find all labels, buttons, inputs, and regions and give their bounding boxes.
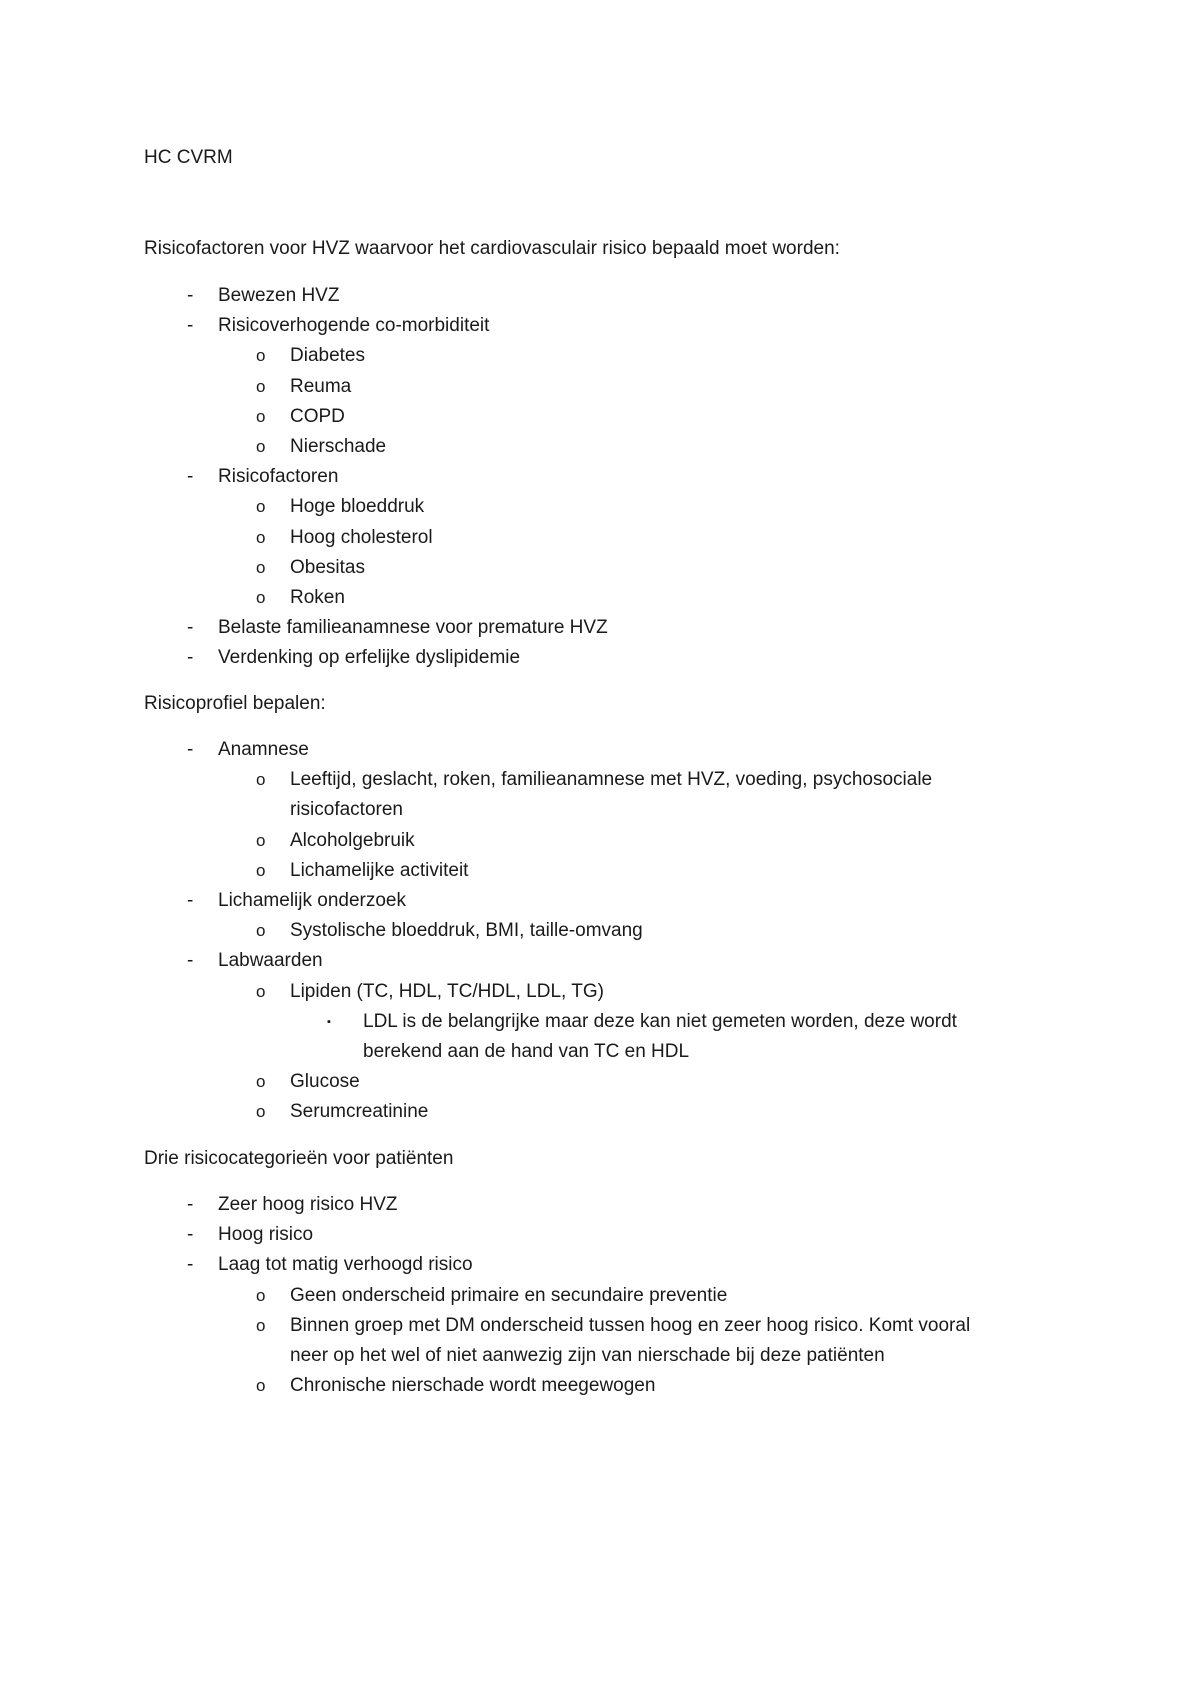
sub-list-item: o Nierschade — [0, 432, 1200, 462]
circle-marker: o — [256, 406, 266, 426]
sub-list-item: o Alcoholgebruik — [0, 826, 1200, 856]
dash-marker: - — [187, 315, 194, 337]
dash-marker: - — [187, 1254, 194, 1276]
list-item: - Verdenking op erfelijke dyslipidemie — [0, 643, 1200, 673]
circle-marker: o — [256, 437, 266, 457]
dash-marker: - — [187, 466, 194, 488]
sub-list-item: o Roken — [0, 583, 1200, 613]
sub-list-item: o Chronische nierschade wordt meegewogen — [0, 1371, 1200, 1401]
dash-marker: - — [187, 1194, 194, 1215]
sub-list-item: o Systolische bloeddruk, BMI, taille-omvang — [0, 916, 1200, 946]
circle-marker: o — [256, 1315, 266, 1335]
dash-marker: - — [187, 617, 194, 639]
risk-categories-list — [0, 1190, 1200, 1401]
risk-factors-list — [0, 281, 1200, 674]
circle-marker: o — [256, 346, 266, 366]
document-title: HC CVRM — [144, 147, 233, 168]
sub-list-item: o Geen onderscheid primaire en secundaire preventie — [0, 1281, 1200, 1311]
sub-list-item: o Hoog cholesterol — [0, 523, 1200, 553]
sub-list-item: o Lichamelijke activiteit — [0, 856, 1200, 886]
section-heading-risk-factors: Risicofactoren voor HVZ waarvoor het cardiovasculair risico bepaald moet worden: — [144, 238, 840, 259]
circle-marker: o — [256, 527, 266, 547]
list-item: - Laag tot matig verhoogd risico — [0, 1250, 1200, 1280]
list-item: - Anamnese — [0, 735, 1200, 765]
circle-marker: o — [256, 1072, 266, 1092]
list-item: - Risicofactoren — [0, 462, 1200, 492]
section-heading-risk-categories: Drie risicocategorieën voor patiënten — [144, 1148, 454, 1169]
list-item: - Labwaarden — [0, 946, 1200, 976]
sub-list-item: o Glucose — [0, 1067, 1200, 1097]
sub-list-item: o Serumcreatinine — [0, 1097, 1200, 1127]
square-marker: ▪ — [327, 1015, 331, 1028]
dash-marker: - — [187, 739, 194, 760]
circle-marker: o — [256, 770, 266, 790]
dash-marker: - — [187, 950, 194, 972]
dash-marker: - — [187, 1224, 194, 1246]
dash-marker: - — [187, 285, 194, 306]
circle-marker: o — [256, 376, 266, 396]
circle-marker: o — [256, 860, 266, 880]
circle-marker: o — [256, 921, 266, 941]
list-item: - Risicoverhogende co-morbiditeit — [0, 311, 1200, 341]
dash-marker: - — [187, 890, 194, 912]
risk-profile-list — [0, 735, 1200, 1128]
dash-marker: - — [187, 647, 194, 669]
sub-list-item: o Binnen groep met DM onderscheid tussen hoog en zeer hoog risico. Komt vooral neer op het wel of niet aanwezig zijn van nierschade bij deze patiënten — [0, 1311, 1200, 1371]
circle-marker: o — [256, 557, 266, 577]
circle-marker: o — [256, 588, 266, 608]
list-item: - Zeer hoog risico HVZ — [0, 1190, 1200, 1220]
circle-marker: o — [256, 1285, 266, 1305]
circle-marker: o — [256, 497, 266, 517]
sub-list-item: o Leeftijd, geslacht, roken, familieanamnese met HVZ, voeding, psychosociale risicofactoren — [0, 765, 1200, 825]
sub-list-item: o Reuma — [0, 372, 1200, 402]
circle-marker: o — [256, 981, 266, 1001]
list-item: - Bewezen HVZ — [0, 281, 1200, 311]
list-item: - Hoog risico — [0, 1220, 1200, 1250]
sub-sub-list-item: ▪ LDL is de belangrijke maar deze kan niet gemeten worden, deze wordt berekend aan de hand van TC en HDL — [0, 1007, 1200, 1067]
circle-marker: o — [256, 1102, 266, 1122]
list-item: - Belaste familieanamnese voor premature HVZ — [0, 613, 1200, 643]
sub-list-item: o Hoge bloeddruk — [0, 492, 1200, 522]
sub-list-item: o Lipiden (TC, HDL, TC/HDL, LDL, TG) — [0, 977, 1200, 1007]
list-item: - Lichamelijk onderzoek — [0, 886, 1200, 916]
sub-list-item: o Diabetes — [0, 341, 1200, 371]
sub-list-item: o COPD — [0, 402, 1200, 432]
circle-marker: o — [256, 830, 266, 850]
sub-list-item: o Obesitas — [0, 553, 1200, 583]
section-heading-risk-profile: Risicoprofiel bepalen: — [144, 693, 326, 714]
circle-marker: o — [256, 1376, 266, 1396]
